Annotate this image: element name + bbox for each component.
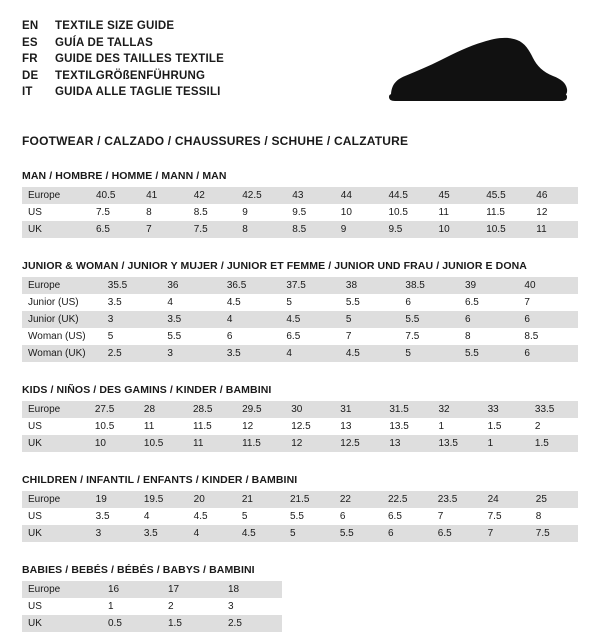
header — [22, 18, 578, 114]
size-cell: 13.5 — [383, 418, 432, 435]
row-label: US — [22, 598, 102, 615]
size-table — [22, 277, 578, 362]
table-row — [22, 345, 578, 362]
size-cell: 12.5 — [334, 435, 383, 452]
size-cell: 5.5 — [340, 294, 399, 311]
language-list — [22, 18, 224, 101]
size-cell: 5.5 — [161, 328, 220, 345]
size-cell: 3.5 — [138, 525, 188, 542]
size-cell: 38 — [340, 277, 399, 294]
size-cell: 3.5 — [161, 311, 220, 328]
language-row — [22, 18, 224, 35]
table-row — [22, 401, 578, 418]
row-label: Europe — [22, 491, 90, 508]
size-table — [22, 581, 282, 632]
size-cell: 3 — [222, 598, 282, 615]
size-cell: 21 — [236, 491, 284, 508]
size-cell: 31.5 — [383, 401, 432, 418]
size-cell: 2.5 — [102, 345, 162, 362]
size-cell: 8.5 — [286, 221, 334, 238]
size-cell: 11.5 — [480, 204, 530, 221]
table-row — [22, 491, 578, 508]
size-table-title: KIDS / NIÑOS / DES GAMINS / KINDER / BAMBINI — [22, 384, 272, 396]
size-cell: 13 — [383, 435, 432, 452]
row-label: Woman (US) — [22, 328, 102, 345]
size-cell: 43 — [286, 187, 334, 204]
size-cell: 12 — [285, 435, 334, 452]
size-table — [22, 187, 578, 238]
size-cell: 44.5 — [382, 187, 432, 204]
size-cell: 10.5 — [480, 221, 530, 238]
size-cell: 19 — [90, 491, 138, 508]
table-row — [22, 525, 578, 542]
size-cell: 11 — [433, 204, 481, 221]
size-cell: 0.5 — [102, 615, 162, 632]
size-cell: 40 — [518, 277, 578, 294]
language-code: FR — [22, 53, 38, 65]
size-cell: 8 — [530, 508, 578, 525]
size-cell: 20 — [188, 491, 236, 508]
size-cell: 38.5 — [399, 277, 459, 294]
size-table-title: MAN / HOMBRE / HOMME / MANN / MAN — [22, 170, 227, 182]
size-cell: 36.5 — [221, 277, 281, 294]
size-cell: 1 — [482, 435, 529, 452]
size-cell: 10 — [335, 204, 383, 221]
size-table-group-babies — [22, 564, 578, 632]
language-code: IT — [22, 86, 33, 98]
size-cell: 11.5 — [187, 418, 236, 435]
size-cell: 30 — [285, 401, 334, 418]
size-cell: 42 — [188, 187, 236, 204]
row-label: Europe — [22, 581, 102, 598]
size-cell: 8 — [459, 328, 518, 345]
row-label: US — [22, 418, 89, 435]
size-cell: 6 — [334, 508, 382, 525]
size-cell: 29.5 — [236, 401, 285, 418]
size-cell: 6 — [518, 311, 578, 328]
size-cell: 4 — [188, 525, 236, 542]
size-cell: 42.5 — [236, 187, 286, 204]
size-cell: 2 — [529, 418, 578, 435]
size-table-group-children — [22, 474, 578, 542]
size-cell: 7.5 — [530, 525, 578, 542]
size-cell: 6.5 — [382, 508, 432, 525]
language-code: DE — [22, 69, 39, 82]
tables-root — [22, 170, 578, 632]
language-title: TEXTILGRÖßENFÜHRUNG — [55, 69, 206, 82]
size-cell: 1 — [432, 418, 481, 435]
table-row — [22, 581, 282, 598]
size-cell: 19.5 — [138, 491, 188, 508]
size-cell: 7 — [140, 221, 188, 238]
size-table — [22, 491, 578, 542]
size-cell: 33 — [482, 401, 529, 418]
size-cell: 11 — [138, 418, 187, 435]
language-row — [22, 68, 224, 85]
size-table — [22, 401, 578, 452]
size-cell: 7.5 — [399, 328, 459, 345]
table-row — [22, 328, 578, 345]
table-row — [22, 221, 578, 238]
language-row — [22, 35, 224, 52]
table-row — [22, 615, 282, 632]
size-cell: 21.5 — [284, 491, 334, 508]
size-table-title: CHILDREN / INFANTIL / ENFANTS / KINDER / BAMBINI — [22, 474, 298, 486]
size-cell: 10 — [433, 221, 481, 238]
size-cell: 8 — [140, 204, 188, 221]
row-label: Europe — [22, 401, 89, 418]
size-cell: 12.5 — [285, 418, 334, 435]
size-cell: 5 — [102, 328, 162, 345]
size-cell: 44 — [335, 187, 383, 204]
size-cell: 45.5 — [480, 187, 530, 204]
language-title: GUÍA DE TALLAS — [55, 36, 153, 49]
size-cell: 2.5 — [222, 615, 282, 632]
size-cell: 6 — [399, 294, 459, 311]
size-cell: 3 — [161, 345, 220, 362]
size-cell: 5.5 — [284, 508, 334, 525]
size-cell: 7.5 — [482, 508, 530, 525]
language-code: EN — [22, 20, 39, 32]
size-cell: 45 — [433, 187, 481, 204]
size-cell: 5 — [340, 311, 399, 328]
size-cell: 4.5 — [221, 294, 281, 311]
size-cell: 7.5 — [90, 204, 140, 221]
row-label: UK — [22, 525, 90, 542]
table-row — [22, 294, 578, 311]
size-cell: 4.5 — [280, 311, 340, 328]
table-row — [22, 598, 282, 615]
size-cell: 4 — [161, 294, 220, 311]
table-row — [22, 187, 578, 204]
size-cell: 1 — [102, 598, 162, 615]
row-label: UK — [22, 435, 89, 452]
size-cell: 1.5 — [529, 435, 578, 452]
size-cell: 18 — [222, 581, 282, 598]
size-cell: 5 — [236, 508, 284, 525]
size-cell: 9.5 — [382, 221, 432, 238]
size-cell: 2 — [162, 598, 222, 615]
size-cell: 6.5 — [280, 328, 340, 345]
row-label: Woman (UK) — [22, 345, 102, 362]
size-cell: 10.5 — [89, 418, 138, 435]
size-cell: 5.5 — [334, 525, 382, 542]
size-cell: 28.5 — [187, 401, 236, 418]
size-cell: 7 — [432, 508, 482, 525]
language-row — [22, 84, 224, 101]
size-cell: 6 — [382, 525, 432, 542]
size-cell: 23.5 — [432, 491, 482, 508]
size-cell: 9 — [335, 221, 383, 238]
size-table-title: JUNIOR & WOMAN / JUNIOR Y MUJER / JUNIOR ET FEMME / JUNIOR UND FRAU / JUNIOR E DONA — [22, 260, 527, 272]
size-cell: 31 — [334, 401, 383, 418]
size-cell: 10.5 — [138, 435, 187, 452]
size-cell: 10 — [89, 435, 138, 452]
size-cell: 11 — [530, 221, 578, 238]
language-title: TEXTILE SIZE GUIDE — [55, 20, 175, 32]
size-table-title: BABIES / BEBÉS / BÉBÉS / BABYS / BAMBINI — [22, 564, 255, 576]
size-cell: 3 — [102, 311, 162, 328]
row-label: Europe — [22, 277, 102, 294]
size-cell: 39 — [459, 277, 518, 294]
language-code: ES — [22, 36, 38, 49]
size-cell: 3.5 — [102, 294, 162, 311]
size-cell: 36 — [161, 277, 220, 294]
size-cell: 4.5 — [188, 508, 236, 525]
size-cell: 3.5 — [221, 345, 281, 362]
row-label: Junior (UK) — [22, 311, 102, 328]
size-cell: 7 — [340, 328, 399, 345]
size-cell: 35.5 — [102, 277, 162, 294]
table-row — [22, 277, 578, 294]
size-cell: 10.5 — [382, 204, 432, 221]
size-cell: 8.5 — [188, 204, 236, 221]
size-cell: 6.5 — [90, 221, 140, 238]
size-cell: 1.5 — [482, 418, 529, 435]
size-cell: 9.5 — [286, 204, 334, 221]
size-cell: 9 — [236, 204, 286, 221]
size-cell: 7 — [518, 294, 578, 311]
size-cell: 4 — [221, 311, 281, 328]
size-table-group-junior — [22, 260, 578, 362]
table-row — [22, 418, 578, 435]
row-label: US — [22, 204, 90, 221]
row-label: US — [22, 508, 90, 525]
row-label: UK — [22, 615, 102, 632]
size-cell: 4.5 — [236, 525, 284, 542]
size-table-group-kids — [22, 384, 578, 452]
size-cell: 5 — [284, 525, 334, 542]
size-cell: 8.5 — [518, 328, 578, 345]
size-cell: 41 — [140, 187, 188, 204]
size-cell: 6.5 — [459, 294, 518, 311]
size-cell: 46 — [530, 187, 578, 204]
table-row — [22, 311, 578, 328]
size-cell: 37.5 — [280, 277, 340, 294]
table-row — [22, 204, 578, 221]
size-cell: 24 — [482, 491, 530, 508]
dress-shoe-icon — [383, 34, 568, 114]
size-cell: 5.5 — [399, 311, 459, 328]
size-cell: 12 — [236, 418, 285, 435]
size-cell: 33.5 — [529, 401, 578, 418]
size-cell: 7.5 — [188, 221, 236, 238]
size-cell: 11.5 — [236, 435, 285, 452]
language-row — [22, 51, 224, 68]
size-cell: 6 — [518, 345, 578, 362]
size-cell: 17 — [162, 581, 222, 598]
language-title: GUIDA ALLE TAGLIE TESSILI — [55, 86, 221, 98]
section-title: FOOTWEAR / CALZADO / CHAUSSURES / SCHUHE / CALZATURE — [22, 134, 409, 148]
size-cell: 5.5 — [459, 345, 518, 362]
size-cell: 22.5 — [382, 491, 432, 508]
language-title: GUIDE DES TAILLES TEXTILE — [55, 53, 224, 65]
size-cell: 3.5 — [90, 508, 138, 525]
size-cell: 16 — [102, 581, 162, 598]
size-cell: 12 — [530, 204, 578, 221]
size-cell: 8 — [236, 221, 286, 238]
size-cell: 6.5 — [432, 525, 482, 542]
size-cell: 27.5 — [89, 401, 138, 418]
table-row — [22, 508, 578, 525]
size-cell: 40.5 — [90, 187, 140, 204]
size-cell: 6 — [459, 311, 518, 328]
size-cell: 13.5 — [432, 435, 481, 452]
size-cell: 4.5 — [340, 345, 399, 362]
size-cell: 22 — [334, 491, 382, 508]
size-cell: 3 — [90, 525, 138, 542]
size-cell: 5 — [399, 345, 459, 362]
size-cell: 5 — [280, 294, 340, 311]
row-label: UK — [22, 221, 90, 238]
size-cell: 4 — [280, 345, 340, 362]
table-row — [22, 435, 578, 452]
size-cell: 28 — [138, 401, 187, 418]
size-cell: 13 — [334, 418, 383, 435]
size-cell: 4 — [138, 508, 188, 525]
size-cell: 7 — [482, 525, 530, 542]
size-cell: 32 — [432, 401, 481, 418]
size-table-group-man — [22, 170, 578, 238]
row-label: Junior (US) — [22, 294, 102, 311]
size-cell: 1.5 — [162, 615, 222, 632]
row-label: Europe — [22, 187, 90, 204]
size-cell: 6 — [221, 328, 281, 345]
size-cell: 11 — [187, 435, 236, 452]
size-cell: 25 — [530, 491, 578, 508]
